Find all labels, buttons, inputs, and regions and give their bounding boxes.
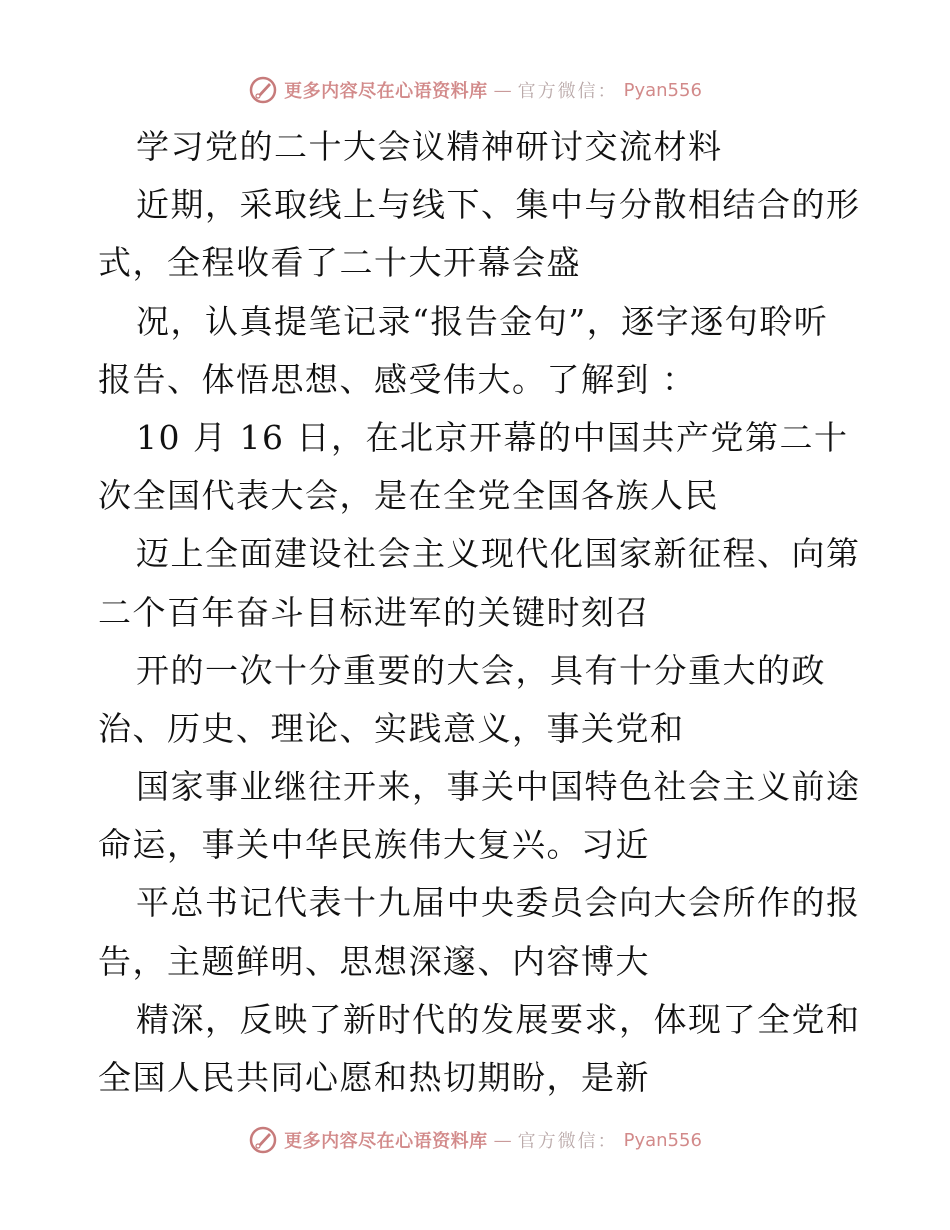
text-line: 全国人民共同心愿和热切期盼，是新 [98,1058,650,1097]
text-line: 开的一次十分重要的大会，具有十分重大的政 [136,650,826,690]
text-line: 二个百年奋斗目标进军的关键时刻召 [98,592,650,632]
text-line: 况，认真提笔记录“报告金句”，逐字逐句聆听 [136,301,829,341]
text-line: 迈上全面建设社会主义现代化国家新征程、向第 [136,534,861,574]
text-line: 治、历史、理论、实践意义，事关党和 [98,708,685,748]
watermark-dash: — [493,79,512,101]
document-body [98,118,861,1107]
text-line: 式，全程收看了二十大开幕会盛 [98,243,581,283]
watermark-brand: 更多内容尽在心语资料库 [284,81,488,102]
text-line: 10 月 16 日，在北京开幕的中国共产党第二十 [136,417,849,457]
text-line: 近期，采取线上与线下、集中与分散相结合的形 [136,185,861,225]
text-line: 平总书记代表十九届中央委员会向大会所作的报 [136,883,861,923]
header-watermark [0,70,950,110]
watermark-dash: — [493,1129,512,1151]
quill-seal-icon [248,1125,278,1155]
text-line: 报告、体悟思想、感受伟大。了解到 ： [98,359,697,399]
text-line: 次全国代表大会，是在全党全国各族人民 [98,476,719,516]
footer-watermark [0,1120,950,1160]
watermark-label: 官方微信： [517,1131,618,1152]
watermark-wechat-id: Pyan556 [623,1129,702,1151]
text-line: 国家事业继往开来，事关中国特色社会主义前途 [136,767,861,807]
quill-seal-icon [248,75,278,105]
watermark-label: 官方微信： [517,81,618,102]
watermark-brand: 更多内容尽在心语资料库 [284,1131,488,1152]
watermark-wechat-id: Pyan556 [623,79,702,101]
text-line: 告，主题鲜明、思想深邃、内容博大 [98,941,650,981]
text-line: 命运，事关中华民族伟大复兴。习近 [98,825,650,865]
document-title: 学习党的二十大会议精神研讨交流材料 [136,127,723,166]
text-line: 精深，反映了新时代的发展要求，体现了全党和 [136,999,861,1039]
